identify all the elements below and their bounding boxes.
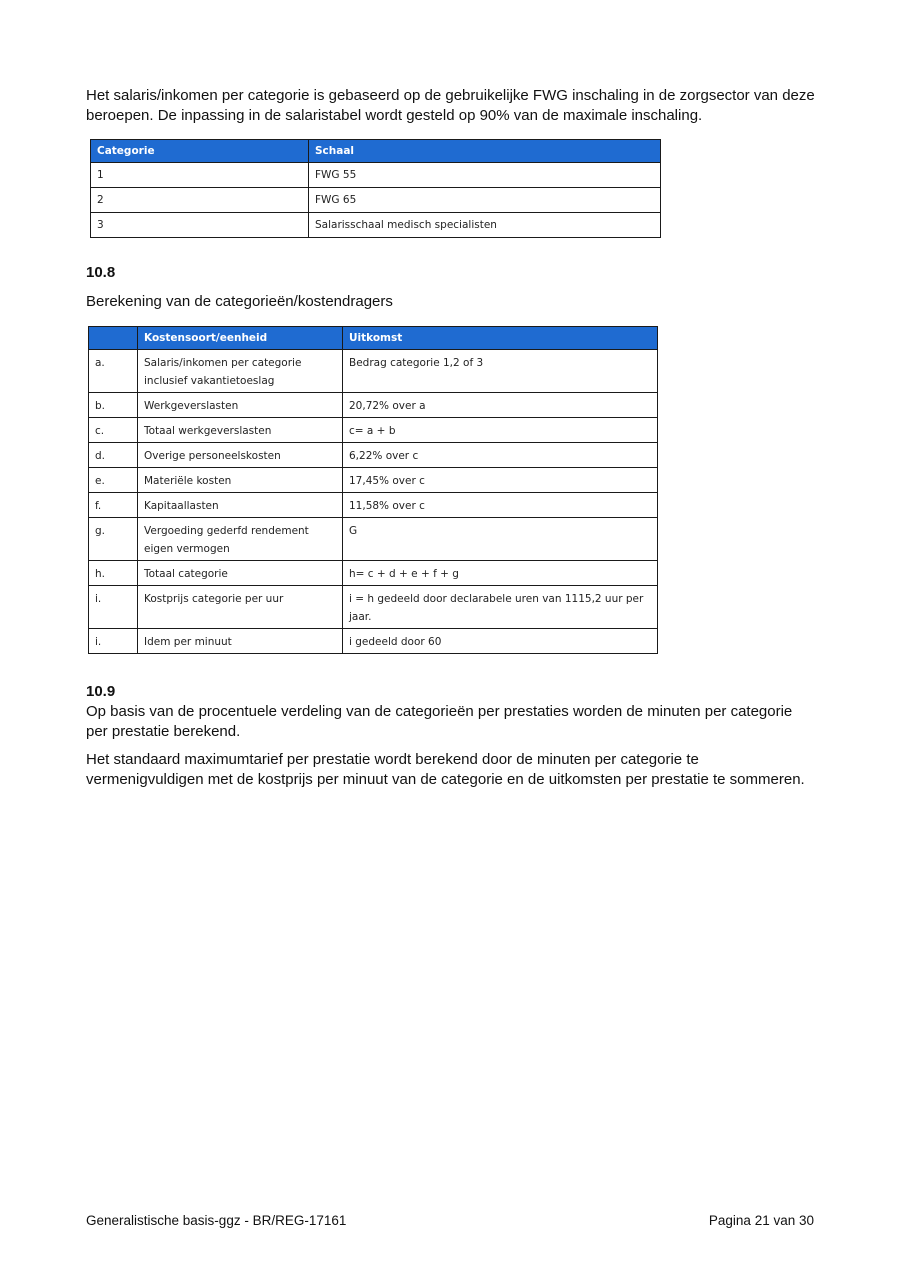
- table-cell: Idem per minuut: [138, 629, 343, 654]
- table-row: [89, 586, 658, 629]
- table-cell: Overige personeelskosten: [138, 443, 343, 468]
- table-row: [89, 561, 658, 586]
- table-header-row: [89, 327, 658, 350]
- table-row: [91, 163, 661, 188]
- section-title: Berekening van de categorieën/kostendragers: [86, 293, 393, 310]
- table-cell: h.: [89, 561, 138, 586]
- table-cell: g.: [89, 518, 138, 561]
- section-paragraph: Het standaard maximumtarief per prestatie wordt berekend door de minuten per categorie te vermenigvuldigen met de kostprijs per minuut van de categorie en de uitkomsten per prestatie te sommeren.: [86, 751, 805, 788]
- table-row: [89, 493, 658, 518]
- intro-paragraph: Het salaris/inkomen per categorie is gebaseerd op de gebruikelijke FWG inschaling in de zorgsector van deze beroepen. De inpassing in de salaristabel wordt gesteld op 90% van de maximale inschaling.: [86, 87, 815, 124]
- table-cell: FWG 55: [309, 163, 661, 188]
- table-cell: G: [343, 518, 658, 561]
- column-header: Categorie: [91, 140, 309, 163]
- table-cell: Totaal werkgeverslasten: [138, 418, 343, 443]
- table-cell: d.: [89, 443, 138, 468]
- table-cell: f.: [89, 493, 138, 518]
- table-cell: i = h gedeeld door declarabele uren van 1115,2 uur per jaar.: [343, 586, 658, 629]
- table-cell: 1: [91, 163, 309, 188]
- table-cell: c= a + b: [343, 418, 658, 443]
- table-header-row: [91, 140, 661, 163]
- table-cell: a.: [89, 350, 138, 393]
- table-cell: i.: [89, 586, 138, 629]
- section-paragraph: Op basis van de procentuele verdeling van de categorieën per prestaties worden de minuten per categorie per prestatie berekend.: [86, 703, 793, 740]
- table-cell: e.: [89, 468, 138, 493]
- table-cell: b.: [89, 393, 138, 418]
- table-row: [89, 418, 658, 443]
- table-row: [89, 468, 658, 493]
- table-cell: Werkgeverslasten: [138, 393, 343, 418]
- table-cell: h= c + d + e + f + g: [343, 561, 658, 586]
- table-row: [91, 188, 661, 213]
- table-cell: 20,72% over a: [343, 393, 658, 418]
- table-row: [91, 213, 661, 238]
- table-cell: Bedrag categorie 1,2 of 3: [343, 350, 658, 393]
- table-cell: Vergoeding gederfd rendement eigen vermogen: [138, 518, 343, 561]
- table-row: [89, 518, 658, 561]
- table-row: [89, 350, 658, 393]
- column-header: Uitkomst: [343, 327, 658, 350]
- cost-calculation-table: [88, 326, 658, 654]
- table-row: [89, 629, 658, 654]
- footer-document-reference: Generalistische basis-ggz - BR/REG-17161: [86, 1213, 347, 1228]
- table-cell: c.: [89, 418, 138, 443]
- table-cell: i.: [89, 629, 138, 654]
- section-heading: 10.9: [86, 683, 116, 700]
- column-header: Schaal: [309, 140, 661, 163]
- column-header: Kostensoort/eenheid: [138, 327, 343, 350]
- footer-page-number: Pagina 21 van 30: [708, 1213, 814, 1228]
- table-cell: Totaal categorie: [138, 561, 343, 586]
- table-cell: Salarisschaal medisch specialisten: [309, 213, 661, 238]
- table-cell: 3: [91, 213, 309, 238]
- table-row: [89, 393, 658, 418]
- table-cell: i gedeeld door 60: [343, 629, 658, 654]
- table-cell: FWG 65: [309, 188, 661, 213]
- table-cell: Kostprijs categorie per uur: [138, 586, 343, 629]
- table-cell: 6,22% over c: [343, 443, 658, 468]
- table-row: [89, 443, 658, 468]
- table-cell: Materiële kosten: [138, 468, 343, 493]
- section-heading: 10.8: [86, 264, 116, 281]
- table-cell: 17,45% over c: [343, 468, 658, 493]
- table-cell: Kapitaallasten: [138, 493, 343, 518]
- table-cell: Salaris/inkomen per categorie inclusief vakantietoeslag: [138, 350, 343, 393]
- table-cell: 11,58% over c: [343, 493, 658, 518]
- salary-scale-table: [90, 139, 661, 238]
- table-cell: 2: [91, 188, 309, 213]
- column-header: [89, 327, 138, 350]
